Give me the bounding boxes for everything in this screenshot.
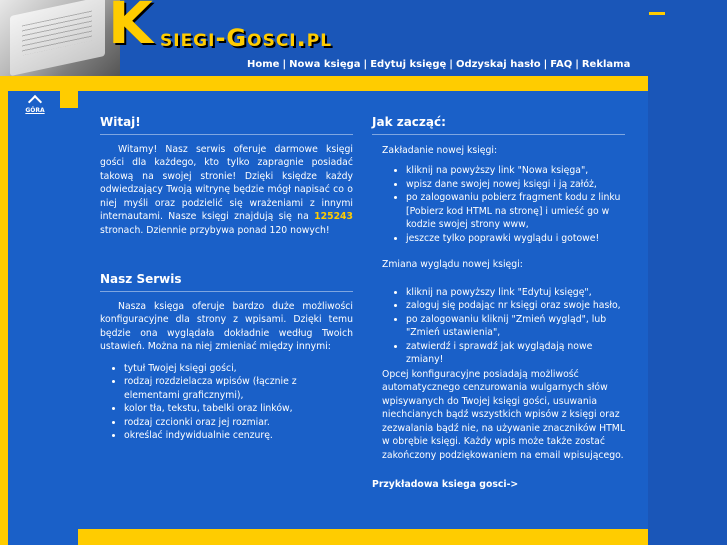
list-item: • kliknij na powyższy link "Edytuj księgę",: [406, 286, 625, 300]
getting-started-title: Jak zacząć:: [372, 116, 625, 135]
censor-text: Opcej konfiguracyjne posiadają możliwość automatycznego cenzurowania wulgarnych słów wpisywanych do Twojej księgi gości, usuwania niechcianych bądź wszystkich wpisów z księgi oraz zezwalania bądź nie, na używanie znaczników HTML w obrębie księgi. Każdy wpis może także zostać zakończony podziękowaniem na email wpisującego.: [382, 368, 626, 461]
getting-started-section: [372, 116, 625, 492]
header: [0, 0, 727, 76]
yellow-tab-decoration: [60, 76, 78, 108]
nav-new-book-link[interactable]: Nowa księga: [289, 59, 361, 70]
service-title: Nasz Serwis: [100, 273, 353, 292]
bottom-yellow-bar: [78, 529, 648, 545]
list-item: • jeszcze tylko poprawki wyglądu i gotowe!: [406, 232, 625, 246]
top-yellow-bar: [0, 76, 648, 91]
logo-text[interactable]: siegi-Gosci.pl: [160, 24, 333, 52]
top-nav: [247, 59, 630, 70]
list-item: • rodzaj rozdzielacza wpisów (łącznie z elementami graficznymi),: [124, 375, 353, 402]
nav-separator: |: [363, 59, 368, 70]
nav-separator: |: [543, 59, 548, 70]
list-item: • wpisz dane swojej nowej księgi i ją załóż,: [406, 178, 625, 192]
open-book-image: [0, 0, 120, 76]
list-item: • kliknij na powyższy link "Nowa księga",: [406, 164, 625, 178]
list-item: • zatwierdź i sprawdź jak wyglądają nowe zmiany!: [406, 340, 625, 367]
corner-decoration: [649, 0, 665, 15]
example-guestbook-link[interactable]: Przykładowa ksiega gosci->: [372, 479, 519, 490]
service-section: [100, 273, 353, 443]
nav-edit-book-link[interactable]: Edytuj księgę: [370, 59, 447, 70]
nav-separator: |: [282, 59, 287, 70]
back-to-top-link[interactable]: [23, 95, 47, 114]
list-item: • tytuł Twojej księgi gości,: [124, 362, 353, 376]
welcome-section: [100, 116, 353, 237]
list-item: • zaloguj się podając nr księgi oraz swoje hasło,: [406, 299, 625, 313]
list-item: • po zalogowaniu kliknij "Zmień wygląd", lub "Zmień ustawienia",: [406, 313, 625, 340]
back-to-top-label: GÓRA: [25, 107, 45, 114]
welcome-text: [100, 143, 353, 238]
logo-letter[interactable]: K: [108, 0, 153, 57]
service-feature-list: [100, 362, 353, 443]
welcome-title: Witaj!: [100, 116, 353, 135]
nav-separator: |: [449, 59, 453, 70]
welcome-text-after: stronach. Dziennie przybywa ponad 120 nowych!: [100, 224, 330, 236]
list-item: • rodzaj czcionki oraz jej rozmiar.: [124, 416, 353, 430]
change-look-label: Zmiana wyglądu nowej księgi:: [382, 259, 523, 270]
nav-separator: |: [575, 59, 579, 70]
right-background: [648, 76, 727, 545]
change-look-steps: [372, 286, 625, 367]
nav-ads-link[interactable]: Reklama: [581, 59, 631, 70]
list-item: • kolor tła, tekstu, tabelki oraz linków,: [124, 402, 353, 416]
book-count: 125243: [314, 211, 353, 222]
service-text: Nasza księga oferuje bardzo duże możliwości konfiguracyjne dla strony z wpisami. Dzięki temu będzie ona wyglądała dokładnie według Twoich ustawień. Można na niej zmieniać między innymi:: [100, 300, 353, 352]
left-yellow-border: [0, 76, 8, 545]
nav-home-link[interactable]: Home: [247, 59, 280, 70]
left-strip: [8, 91, 78, 545]
new-book-label: Zakładanie nowej księgi:: [382, 144, 498, 156]
list-item: • po zalogowaniu pobierz fragment kodu z linku [Pobierz kod HTML na stronę] i umieść go w kodzie swojej strony www,: [406, 191, 625, 232]
nav-faq-link[interactable]: FAQ: [550, 59, 573, 70]
list-item: • określać indywidualnie cenzurę.: [124, 429, 353, 443]
new-book-steps: [372, 164, 625, 245]
nav-recover-password-link[interactable]: Odzyskaj hasło: [455, 59, 541, 70]
welcome-text-before: Witamy! Nasz serwis oferuje darmowe księgi gości dla każdego, kto tylko zapragnie posiadać takową na swojej stronie! Dzięki księdze każdy odwiedzający Twoją witrynę będzie mógł napisać co o niej myśli oraz podzielić się wrażeniami z innymi internautami. Nasze księgi znajdują się na: [100, 143, 353, 222]
